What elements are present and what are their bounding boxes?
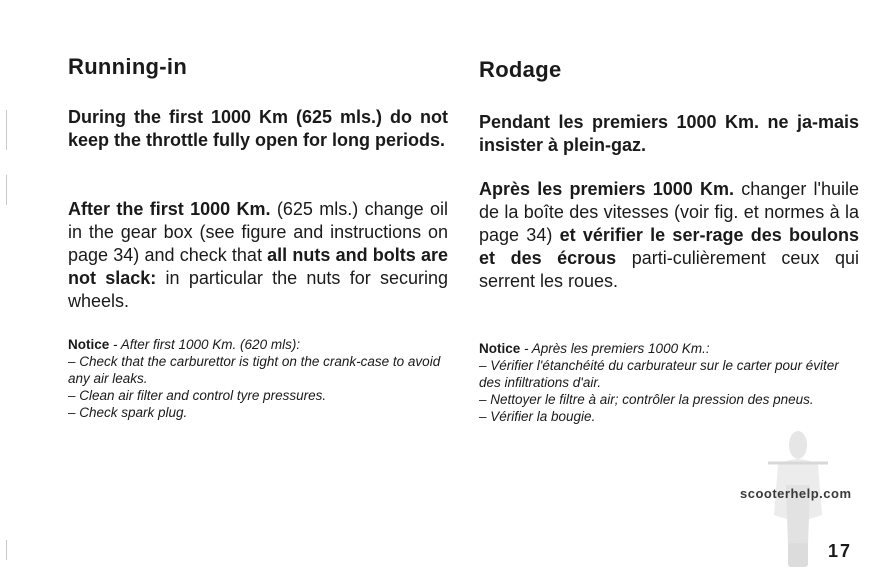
text-run: in particular the nuts for securing wheels. (68, 268, 448, 311)
text-run: parti-culièrement ceux qui serrent les roues. (479, 248, 859, 291)
notice-item: – Check that the carburettor is tight on the crank-case to avoid any air leaks. (68, 354, 441, 386)
watermark-site-text: scooterhelp.com (740, 486, 852, 501)
notice-item: – Nettoyer le filtre à air; contrôler la pression des pneus. (479, 392, 814, 407)
text-run: changer l'huile de la boîte des vitesses (voir fig. et normes à la page 34) (479, 179, 860, 245)
notice-item: – Vérifier l'étanchéité du carburateur sur le carter pour éviter des infiltrations d'air. (479, 358, 839, 390)
section-heading-fr: Rodage (479, 57, 562, 82)
notice-title-line (479, 340, 859, 357)
page-number: 17 (828, 541, 853, 561)
bold-phrase: Après les premiers 1000 Km. (479, 179, 735, 199)
notice-item: – Check spark plug. (68, 405, 188, 420)
scan-mark (6, 175, 7, 205)
notice-block-en (68, 336, 448, 421)
notice-label: Notice (68, 337, 110, 352)
notice-label: Notice (479, 341, 521, 356)
notice-block-fr (479, 340, 859, 425)
notice-title-line (68, 336, 448, 353)
body-paragraph-fr (479, 178, 859, 293)
lead-paragraph-fr: Pendant les premiers 1000 Km. ne ja-mais insister à plein-gaz. (479, 112, 859, 155)
bold-phrase: et vérifier le ser-rage des boulons et des écrous (479, 225, 860, 268)
scan-mark (6, 110, 7, 150)
notice-item: – Vérifier la bougie. (479, 409, 596, 424)
notice-item: – Clean air filter and control tyre pressures. (68, 388, 327, 403)
bold-phrase: all nuts and bolts are not slack: (68, 245, 448, 288)
notice-intro: - Après les premiers 1000 Km.: (520, 341, 710, 356)
body-paragraph-en (68, 198, 448, 313)
notice-intro: - After first 1000 Km. (620 mls): (109, 337, 301, 352)
text-run: (625 mls.) change oil in the gear box (see figure and instructions on page 34) and check that (68, 199, 448, 265)
bold-phrase: After the first 1000 Km. (68, 199, 271, 219)
scan-mark (6, 540, 7, 560)
section-heading-en: Running-in (68, 54, 188, 79)
lead-paragraph-en: During the first 1000 Km (625 mls.) do not keep the throttle fully open for long periods. (68, 107, 448, 150)
